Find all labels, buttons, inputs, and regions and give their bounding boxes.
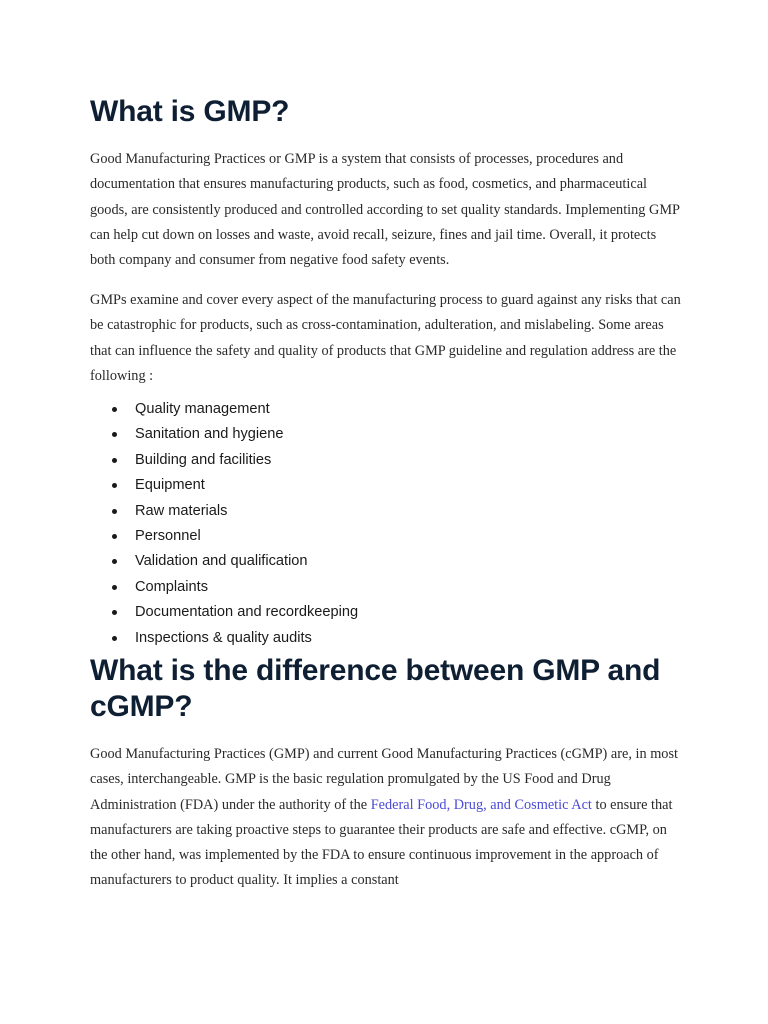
paragraph-gmp-scope: GMPs examine and cover every aspect of the manufacturing process to guard against any risks that can be catastrophic for products, such as cross-contamination, adulteration, and mislabeling. Some areas that can influence the safety and quality of products that GMP guideline and regulation address are the following : xyxy=(90,292,681,384)
paragraph-gmp-vs-cgmp xyxy=(90,742,682,894)
bullet-icon xyxy=(112,509,117,514)
paragraph-text-after-link: to ensure that manufacturers are taking proactive steps to guarantee their products are safe and effective. cGMP, on the other hand, was implemented by the FDA to ensure continuous improvement in the approach of manufacturers to product quality. It implies a constant xyxy=(90,796,673,889)
heading-gmp-vs-cgmp: What is the difference between GMP and cGMP? xyxy=(90,654,661,723)
list-item xyxy=(90,626,358,651)
list-item xyxy=(90,600,358,625)
heading-what-is-gmp: What is GMP? xyxy=(90,95,290,128)
list-item xyxy=(90,575,358,600)
list-item-label: Raw materials xyxy=(135,502,228,519)
list-item xyxy=(90,473,358,498)
list-item xyxy=(90,549,358,574)
bullet-icon xyxy=(112,407,117,412)
bullet-icon xyxy=(112,432,117,437)
bullet-icon xyxy=(112,636,117,641)
list-item xyxy=(90,397,358,422)
list-item xyxy=(90,422,358,447)
list-item xyxy=(90,524,358,549)
bullet-icon xyxy=(112,585,117,590)
list-item-label: Quality management xyxy=(135,401,270,417)
list-item-label: Equipment xyxy=(135,477,205,494)
bullet-icon xyxy=(112,559,117,564)
bullet-icon xyxy=(112,534,117,539)
paragraph-gmp-definition: Good Manufacturing Practices or GMP is a system that consists of processes, procedures and documentation that ensures manufacturing products, such as food, cosmetics, and pharmaceutical goods, are consistently produced and controlled according to set quality standards. Implementing GMP can help cut down on losses and waste, avoid recall, seizure, fines and jail time. Overall, it protects both company and consumer from negative food safety events. xyxy=(90,151,680,269)
list-item-label: Validation and qualification xyxy=(135,553,308,570)
list-item-label: Inspections & quality audits xyxy=(135,629,312,646)
bullet-icon xyxy=(112,458,117,463)
fdca-link[interactable]: Federal Food, Drug, and Cosmetic Act xyxy=(370,796,592,813)
list-item-label: Personnel xyxy=(135,527,201,544)
list-item-label: Building and facilities xyxy=(135,451,272,468)
list-item xyxy=(90,448,358,473)
list-item-label: Sanitation and hygiene xyxy=(135,426,284,443)
list-item xyxy=(90,499,358,524)
list-item-label: Documentation and recordkeeping xyxy=(135,604,359,621)
bullet-icon xyxy=(112,610,117,615)
paragraph-text-before-link: Good Manufacturing Practices (GMP) and current Good Manufacturing Practices (cGMP) are, in most cases, interchangeable. GMP is the basic regulation promulgated by the US Food and Drug Administration (FDA) under the authority of the xyxy=(90,746,678,813)
list-item-label: Complaints xyxy=(135,578,208,595)
bullet-icon xyxy=(112,483,117,488)
gmp-areas-list xyxy=(90,397,358,651)
